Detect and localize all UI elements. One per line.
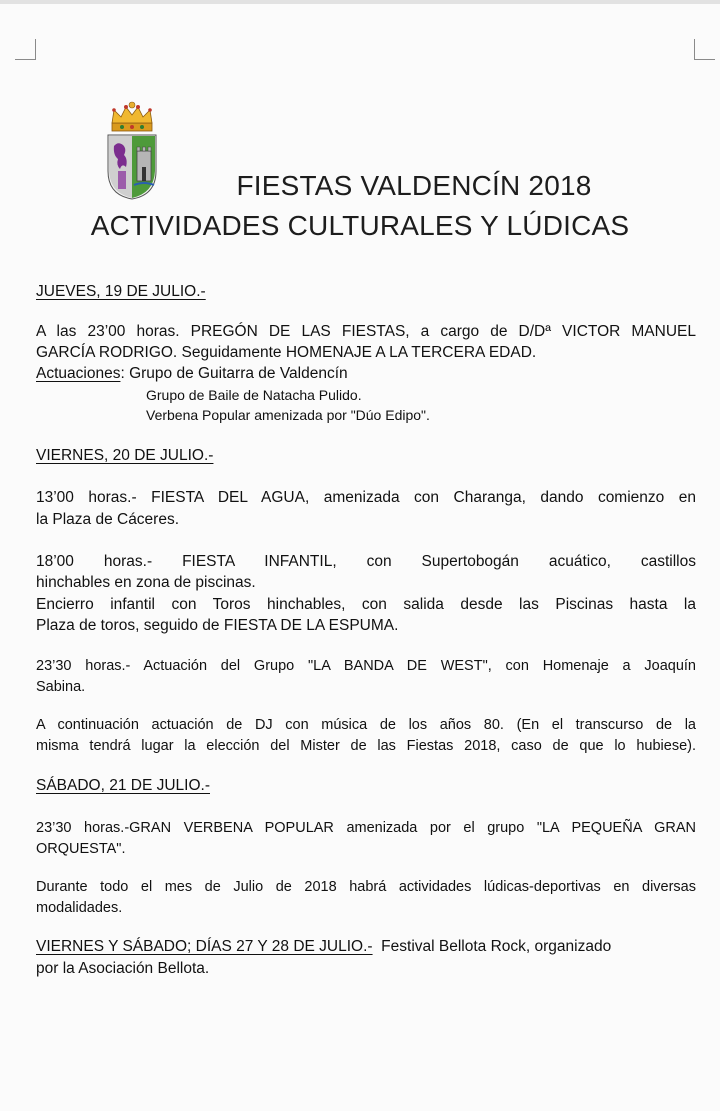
paragraph-line: la Plaza de Cáceres. [36,511,180,528]
day-heading-sabado: SÁBADO, 21 DE JULIO.- [36,777,210,794]
paragraph-line: ORQUESTA". [36,841,126,857]
page-subtitle: ACTIVIDADES CULTURALES Y LÚDICAS [90,210,630,241]
paragraph-line: Sabina. [36,679,86,695]
paragraph-line: 23’30 horas.-GRAN VERBENA POPULAR amenizada por el grupo "LA PEQUEÑA GRAN [36,820,696,836]
crop-mark-left [15,39,36,60]
day-heading-bellota: VIERNES Y SÁBADO; DÍAS 27 Y 28 DE JULIO.- [36,938,373,955]
actuaciones-line [36,363,696,384]
actuacion-item: Grupo de Baile de Natacha Pulido. [146,387,362,403]
paragraph-line: Plaza de toros, seguido de FIESTA DE LA ESPUMA. [36,617,399,634]
paragraph-line: Encierro infantil con Toros hinchables, con salida desde las Piscinas hasta la [36,596,696,613]
paragraph-line: GARCÍA RODRIGO. Seguidamente HOMENAJE A LA TERCERA EDAD. [36,344,537,361]
page-top-edge [0,0,720,4]
paragraph-line: A continuación actuación de DJ con música de los años 80. (En el transcurso de la [36,717,696,733]
day-heading-viernes: VIERNES, 20 DE JULIO.- [36,447,214,464]
paragraph-line: misma tendrá lugar la elección del Mister de las Fiestas 2018, caso de que lo hubiese). [36,738,696,754]
paragraph-line: 23’30 horas.- Actuación del Grupo "LA BANDA DE WEST", con Homenaje a Joaquín [36,658,696,674]
actuaciones-label: Actuaciones [36,365,121,382]
crop-mark-right [694,39,715,60]
day-heading-jueves: JUEVES, 19 DE JULIO.- [36,283,206,300]
bellota-text: Festival Bellota Rock, organizado [372,938,612,955]
paragraph-line: por la Asociación Bellota. [36,960,210,977]
paragraph-line: 18’00 horas.- FIESTA INFANTIL, con Supertobogán acuático, castillos [36,553,696,570]
paragraph-line: modalidades. [36,900,123,916]
actuacion-item: Verbena Popular amenizada por "Dúo Edipo". [146,407,430,423]
bellota-line [36,936,696,957]
paragraph-line: 13’00 horas.- FIESTA DEL AGUA, amenizada con Charanga, dando comienzo en [36,489,696,506]
paragraph-line: A las 23’00 horas. PREGÓN DE LAS FIESTAS, a cargo de D/Dª VICTOR MANUEL [36,323,696,340]
paragraph-line: hinchables en zona de piscinas. [36,574,256,591]
paragraph-line: Durante todo el mes de Julio de 2018 habrá actividades lúdicas-deportivas en diversas [36,879,696,895]
page-title: FIESTAS VALDENCÍN 2018 [236,170,592,201]
actuacion-item: : Grupo de Guitarra de Valdencín [120,365,348,382]
